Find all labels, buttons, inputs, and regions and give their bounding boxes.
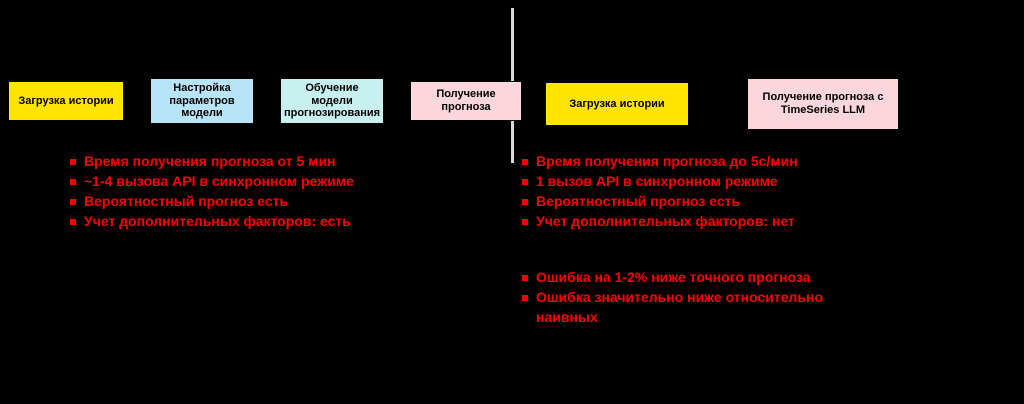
list-item: 1 вызов API в синхронном режиме	[520, 172, 798, 192]
list-item: Вероятностный прогноз есть	[520, 192, 798, 212]
arrow-icon	[384, 95, 410, 107]
arrow-icon	[689, 98, 747, 110]
arrow-icon	[254, 95, 280, 107]
left-bullet-list	[68, 152, 354, 232]
right-flow-diagram	[545, 78, 899, 130]
list-item: ~1-4 вызова API в синхронном режиме	[68, 172, 354, 192]
arrow-icon	[124, 95, 150, 107]
right-bullet-list	[520, 152, 798, 232]
list-item: Учет дополнительных факторов: есть	[68, 212, 354, 232]
list-item: Время получения прогноза до 5с/мин	[520, 152, 798, 172]
flow-node-forecast-llm: Получение прогноза с TimeSeries LLM	[747, 78, 899, 130]
flow-node-get-forecast: Получение прогноза	[410, 81, 522, 121]
flow-node-model-params: Настройка параметров модели	[150, 78, 254, 124]
flow-node-load-history: Загрузка истории	[545, 82, 689, 126]
list-item: Ошибка на 1-2% ниже точного прогноза	[520, 268, 876, 288]
list-item: Ошибка значительно ниже относительно наивных	[520, 288, 876, 328]
flow-node-load-history: Загрузка истории	[8, 81, 124, 121]
left-flow-diagram	[8, 78, 522, 124]
right-secondary-bullet-list	[520, 268, 876, 328]
list-item: Время получения прогноза от 5 мин	[68, 152, 354, 172]
list-item: Учет дополнительных факторов: нет	[520, 212, 798, 232]
list-item: Вероятностный прогноз есть	[68, 192, 354, 212]
flow-node-model-training: Обучение модели прогнозирования	[280, 78, 384, 124]
